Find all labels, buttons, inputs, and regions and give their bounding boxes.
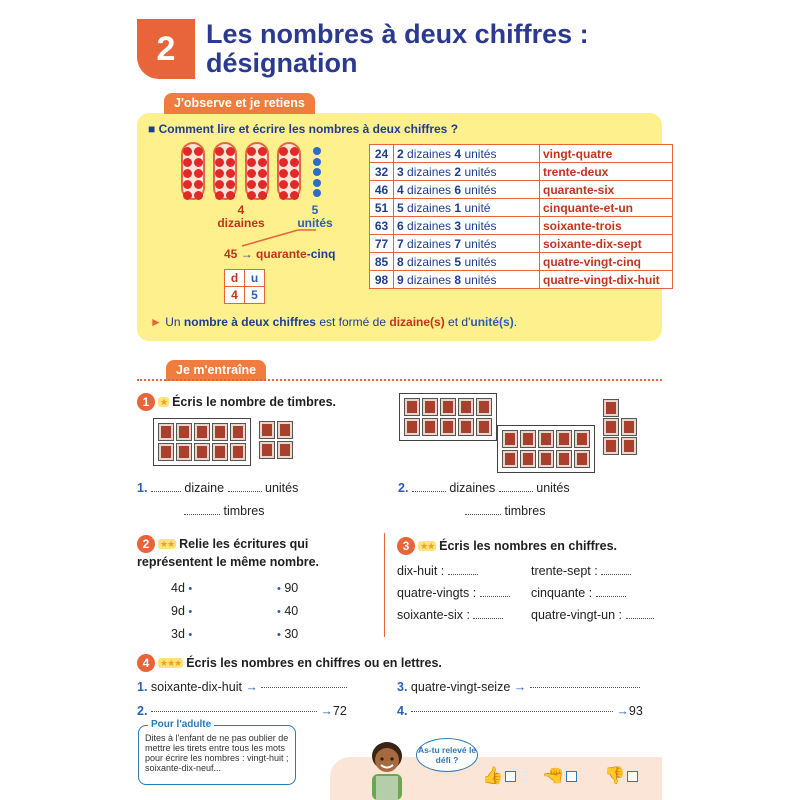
- exercise-number: 4: [137, 654, 155, 672]
- child-illustration-icon: [362, 738, 412, 800]
- table-cell-number: 24: [370, 145, 394, 163]
- ex3-item: [531, 564, 631, 578]
- thumbs-sideways-choice[interactable]: [543, 766, 577, 786]
- match-right-column: [277, 577, 298, 646]
- table-cell-decomposition: [394, 145, 540, 163]
- adult-note-text: Dites à l'enfant de ne pas oublier de mettre les tirets entre tous les mots pour écrire les nombres : vingt-huit ; soixante-dix-neuf...: [145, 733, 289, 773]
- ex4-given: 93: [628, 704, 643, 718]
- answer-blank[interactable]: [411, 711, 613, 712]
- units-word: unités: [464, 218, 497, 233]
- units-digit: 7: [454, 236, 462, 251]
- stamp-icon: [177, 424, 191, 440]
- thumbs-up-choice[interactable]: [482, 766, 516, 786]
- table-cell-words: soixante-dix-sept: [540, 235, 673, 253]
- exercise-1b-answer: [398, 481, 570, 495]
- table-cell-decomposition: [394, 271, 540, 289]
- answer-blank[interactable]: [151, 711, 317, 712]
- stamp-icon: [521, 431, 535, 447]
- answer-blank[interactable]: [480, 596, 510, 597]
- observe-question: ■ Comment lire et écrire les nombres à deux chiffres ?: [148, 122, 459, 136]
- thumbs-down-choice[interactable]: [604, 766, 638, 786]
- match-item: 90: [284, 581, 299, 595]
- stamp-sheet: [399, 393, 497, 441]
- tens-word: dizaines: [407, 146, 452, 161]
- rule-text: Un: [165, 315, 181, 329]
- ex4-item-1: [137, 680, 347, 694]
- stamp-icon: [405, 399, 419, 415]
- ex3-label: dix-huit :: [397, 564, 445, 578]
- exercise-1b-total: [465, 504, 545, 518]
- stamp-icon: [260, 422, 274, 438]
- rule-text: et d': [448, 315, 471, 329]
- answer-label: dizaine: [184, 481, 225, 495]
- stamp-icon: [521, 451, 535, 467]
- table-cell-decomposition: [394, 199, 540, 217]
- stamp-icon: [423, 399, 437, 415]
- table-cell-number: 77: [370, 235, 394, 253]
- tens-digit: 8: [397, 254, 404, 269]
- units-word: unités: [464, 254, 497, 269]
- table-cell-number: 98: [370, 271, 394, 289]
- answer-blank[interactable]: [530, 687, 640, 688]
- answer-blank[interactable]: [465, 514, 501, 515]
- checkbox[interactable]: [627, 771, 638, 782]
- ex3-item: [397, 608, 503, 622]
- units-digit: 8: [454, 272, 462, 287]
- observe-section-tag: J'observe et je retiens: [164, 93, 315, 114]
- units-word: unités: [464, 146, 497, 161]
- units-illustration: [313, 147, 321, 199]
- tens-digit: 2: [397, 146, 404, 161]
- tens-word: dizaines: [407, 164, 452, 179]
- match-item: 3d: [171, 627, 185, 641]
- exercise-number: 3: [397, 537, 415, 555]
- answer-blank[interactable]: [261, 687, 347, 688]
- ex3-item: [531, 586, 626, 600]
- lesson-number-badge: 2: [137, 19, 195, 79]
- stamp-icon: [477, 399, 491, 415]
- answer-blank[interactable]: [601, 574, 631, 575]
- table-cell-number: 46: [370, 181, 394, 199]
- table-cell-number: 85: [370, 253, 394, 271]
- example-word-units: -cinq: [306, 247, 336, 261]
- ex4-item-4: [397, 704, 643, 718]
- ex4-item-3: [397, 680, 640, 694]
- ex3-label: quatre-vingt-un :: [531, 608, 623, 622]
- loose-stamps: [260, 422, 292, 458]
- arrow-icon: →: [245, 680, 258, 694]
- speech-bubble: As-tu relevé le défi ?: [416, 738, 478, 772]
- table-cell-words: trente-deux: [540, 163, 673, 181]
- stamp-icon: [195, 444, 209, 460]
- table-row: [370, 271, 673, 289]
- ex3-label: soixante-six :: [397, 608, 470, 622]
- adult-note-title: Pour l'adulte: [148, 719, 214, 730]
- answer-label: timbres: [223, 504, 265, 518]
- match-item: 4d: [171, 581, 185, 595]
- exercise-1a-total: [184, 504, 264, 518]
- stamp-icon: [195, 424, 209, 440]
- stamp-icon: [260, 442, 274, 458]
- rule-statement: [150, 315, 517, 329]
- table-row: [370, 235, 673, 253]
- exercise-1-title: [137, 393, 336, 411]
- tens-illustration: [181, 142, 301, 200]
- units-digit: 5: [454, 254, 462, 269]
- exercise-4-title: [137, 654, 442, 672]
- page-title: [206, 20, 766, 78]
- rule-text: est formé de: [319, 315, 387, 329]
- answer-blank[interactable]: [448, 574, 478, 575]
- ten-tube: [213, 142, 237, 200]
- table-row: [370, 145, 673, 163]
- stamp-icon: [405, 419, 419, 435]
- exercise-number: 1: [137, 393, 155, 411]
- du-header-u: u: [245, 270, 265, 287]
- table-cell-decomposition: [394, 181, 540, 199]
- match-dot[interactable]: •: [188, 629, 193, 641]
- tens-word: dizaines: [407, 272, 452, 287]
- tens-label: [213, 204, 269, 230]
- practice-section-tag: Je m'entraîne: [166, 360, 266, 381]
- exercise-3-title: [397, 537, 617, 555]
- tens-word: dizaines: [407, 254, 452, 269]
- example-number: 45: [224, 247, 238, 261]
- stamp-icon: [441, 419, 455, 435]
- checkbox[interactable]: [505, 771, 516, 782]
- tens-digit: 7: [397, 236, 404, 251]
- tens-digit: 3: [397, 164, 404, 179]
- table-cell-decomposition: [394, 163, 540, 181]
- ex4-given: soixante-dix-huit: [150, 680, 242, 694]
- stamp-icon: [231, 444, 245, 460]
- table-cell-words: quarante-six: [540, 181, 673, 199]
- match-item: 9d: [171, 604, 185, 618]
- answer-label: dizaines: [449, 481, 496, 495]
- difficulty-stars-icon: ★★: [420, 540, 435, 551]
- stamp-icon: [575, 431, 589, 447]
- difficulty-stars-icon: ★★: [160, 539, 175, 549]
- table-row: [370, 217, 673, 235]
- units-word: unités: [464, 272, 497, 287]
- exercise-2-title: [137, 535, 319, 571]
- table-cell-words: quatre-vingt-dix-huit: [540, 271, 673, 289]
- item-number: 2.: [398, 481, 409, 495]
- tens-digit: 5: [397, 200, 404, 215]
- triangle-arrow-icon: ►: [150, 315, 162, 329]
- arrow-icon: →: [320, 704, 333, 718]
- answer-blank[interactable]: [151, 491, 181, 492]
- stamp-icon: [159, 424, 173, 440]
- exercise-title: Relie les écritures qui: [179, 537, 309, 552]
- stamp-icon: [213, 444, 227, 460]
- ex3-item: [397, 564, 478, 578]
- match-dot[interactable]: •: [188, 583, 193, 595]
- match-dot[interactable]: •: [277, 583, 281, 595]
- table-row: [370, 253, 673, 271]
- stamp-sheet: [497, 425, 595, 473]
- units-digit: 6: [454, 182, 462, 197]
- ex4-given: quatre-vingt-seize: [410, 680, 511, 694]
- stamp-icon: [213, 424, 227, 440]
- answer-blank[interactable]: [228, 491, 262, 492]
- divider: [384, 533, 385, 637]
- item-number: 1.: [137, 481, 148, 495]
- thumbs-sideways-icon: 👍: [543, 765, 563, 787]
- stamp-icon: [441, 399, 455, 415]
- stamp-icon: [177, 444, 191, 460]
- tens-word: dizaines: [407, 182, 452, 197]
- item-number: 4.: [397, 704, 408, 718]
- units-word: unités: [464, 164, 497, 179]
- du-table: [224, 269, 265, 304]
- thumbs-down-icon: 👎: [604, 766, 626, 785]
- stamp-icon: [459, 399, 473, 415]
- units-word: unités: [464, 182, 497, 197]
- tens-word: dizaines: [217, 216, 265, 230]
- table-cell-words: vingt-quatre: [540, 145, 673, 163]
- units-digit: 3: [454, 218, 462, 233]
- stamp-icon: [622, 438, 636, 454]
- table-row: [370, 199, 673, 217]
- stamp-icon: [503, 451, 517, 467]
- rule-text: unité(s): [470, 315, 514, 329]
- tens-count: 4: [237, 203, 245, 217]
- stamp-icon: [539, 451, 553, 467]
- answer-label: timbres: [504, 504, 546, 518]
- units-word: unités: [297, 216, 333, 230]
- item-number: 2.: [137, 704, 148, 718]
- stamp-icon: [604, 438, 618, 454]
- exercise-title: Écris les nombres en chiffres.: [439, 539, 617, 554]
- page-title-line1: Les nombres à deux chiffres :: [206, 19, 589, 49]
- table-cell-decomposition: [394, 253, 540, 271]
- difficulty-stars-icon: ★: [160, 396, 168, 407]
- du-value-d: 4: [225, 287, 245, 304]
- ten-tube: [277, 142, 301, 200]
- loose-stamps: [604, 400, 636, 454]
- arrow-icon: →: [513, 680, 527, 694]
- stamp-icon: [622, 419, 636, 435]
- exercise-number: 2: [137, 535, 155, 553]
- ten-tube: [181, 142, 205, 200]
- stamp-icon: [278, 442, 292, 458]
- stamp-icon: [231, 424, 245, 440]
- match-left-column: [171, 577, 192, 646]
- difficulty-stars-icon: ★★★: [160, 657, 182, 668]
- stamp-icon: [459, 419, 473, 435]
- exercise-title: Écris les nombres en chiffres ou en lettres.: [186, 656, 442, 671]
- units-digit: 2: [454, 164, 462, 179]
- answer-blank[interactable]: [596, 596, 626, 597]
- stamp-icon: [423, 419, 437, 435]
- arrow-icon: →: [240, 247, 253, 261]
- ex4-item-2: [137, 704, 347, 718]
- stamp-sheet: [153, 418, 251, 466]
- example-word-tens: quarante: [256, 247, 307, 261]
- ten-tube: [245, 142, 269, 200]
- tens-digit: 9: [397, 272, 404, 287]
- exercise-1a-answer: [137, 481, 298, 495]
- answer-blank[interactable]: [184, 514, 220, 515]
- du-value-u: 5: [245, 287, 265, 304]
- table-cell-decomposition: [394, 235, 540, 253]
- stamp-icon: [159, 444, 173, 460]
- adult-note: [138, 725, 296, 785]
- tens-word: dizaines: [407, 200, 452, 215]
- stamp-icon: [604, 400, 618, 416]
- table-cell-words: soixante-trois: [540, 217, 673, 235]
- table-cell-number: 32: [370, 163, 394, 181]
- answer-blank[interactable]: [412, 491, 446, 492]
- divider: [137, 379, 662, 381]
- rule-text: .: [513, 315, 518, 329]
- table-row: [370, 181, 673, 199]
- match-dot[interactable]: •: [188, 606, 193, 618]
- units-digit: 1: [454, 200, 462, 215]
- ex3-label: cinquante :: [531, 586, 593, 600]
- answer-blank[interactable]: [473, 618, 503, 619]
- ex4-given: 72: [332, 704, 347, 718]
- example-reading: [224, 247, 335, 261]
- table-cell-number: 51: [370, 199, 394, 217]
- table-cell-number: 63: [370, 217, 394, 235]
- exercise-title: Écris le nombre de timbres.: [172, 395, 337, 410]
- table-cell-decomposition: [394, 217, 540, 235]
- tens-digit: 6: [397, 218, 404, 233]
- table-cell-words: quatre-vingt-cinq: [540, 253, 673, 271]
- item-number: 3.: [397, 680, 408, 694]
- answer-label: unités: [265, 481, 299, 495]
- units-word: unité: [464, 200, 491, 215]
- rule-text: nombre à deux chiffres: [183, 315, 316, 329]
- tens-word: dizaines: [407, 236, 452, 251]
- match-item: 40: [284, 604, 299, 618]
- rule-text: dizaine(s): [389, 315, 445, 329]
- ex3-item: [397, 586, 510, 600]
- numbers-table: [369, 144, 673, 289]
- match-dot[interactable]: •: [277, 606, 281, 618]
- answer-label: unités: [536, 481, 570, 495]
- checkbox[interactable]: [566, 771, 577, 782]
- tens-digit: 4: [397, 182, 404, 197]
- tens-word: dizaines: [407, 218, 452, 233]
- exercise-title: représentent le même nombre.: [137, 555, 320, 570]
- stamp-icon: [278, 422, 292, 438]
- ex3-label: trente-sept :: [531, 564, 598, 578]
- stamp-icon: [539, 431, 553, 447]
- units-label: [293, 204, 337, 230]
- units-digit: 4: [454, 146, 462, 161]
- stamp-icon: [575, 451, 589, 467]
- match-item: 30: [284, 627, 299, 641]
- table-cell-words: cinquante-et-un: [540, 199, 673, 217]
- answer-blank[interactable]: [499, 491, 533, 492]
- du-header-d: d: [225, 270, 245, 287]
- stamp-icon: [503, 431, 517, 447]
- stamp-icon: [477, 419, 491, 435]
- item-number: 1.: [137, 680, 148, 694]
- ex3-label: quatre-vingts :: [397, 586, 477, 600]
- units-count: 5: [311, 203, 319, 217]
- thumbs-up-icon: 👍: [482, 766, 504, 785]
- stamp-icon: [604, 419, 618, 435]
- answer-blank[interactable]: [626, 618, 654, 619]
- match-dot[interactable]: •: [277, 629, 281, 641]
- stamp-icon: [557, 431, 571, 447]
- stamp-icon: [557, 451, 571, 467]
- units-word: unités: [464, 236, 497, 251]
- table-row: [370, 163, 673, 181]
- page-title-line2: désignation: [206, 48, 358, 78]
- ex3-item: [531, 608, 654, 622]
- arrow-icon: →: [616, 704, 629, 718]
